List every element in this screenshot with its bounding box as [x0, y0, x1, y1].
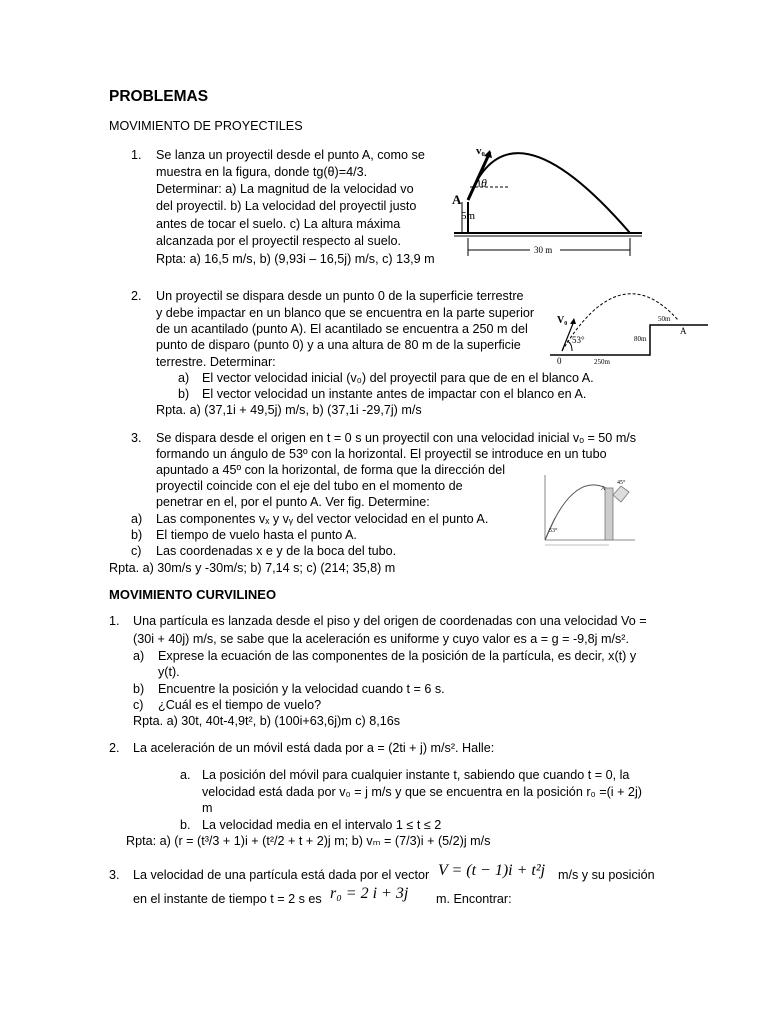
origin-label: 0: [557, 356, 562, 366]
problem-number: 3.: [109, 868, 120, 882]
problem-answer: Rpta. a) (37,1i + 49,5j) m/s, b) (37,1i -29,7j) m/s: [156, 403, 422, 417]
problem-answer: Rpta. a) 30t, 40t-4,9t², b) (100i+63,6j)m c) 8,16s: [133, 714, 401, 728]
problem-text-line: apuntado a 45º con la horizontal, de forma que la dirección del: [156, 463, 506, 477]
problem-answer: Rpta: a) 16,5 m/s, b) (9,93i – 16,5j) m/s, c) 13,9 m: [156, 252, 435, 266]
distance-label: 250m: [594, 358, 610, 366]
v0-label: V₀: [557, 315, 568, 326]
distance-label: 30 m: [534, 245, 553, 255]
problem-number: 2.: [131, 289, 142, 303]
top-label: 50m: [658, 315, 671, 323]
point-a-label: A: [452, 192, 462, 207]
item-label: a): [133, 649, 145, 663]
problem-text-line: La aceleración de un móvil está dada por a = (2ti + j) m/s². Halle:: [133, 741, 495, 755]
problem-text-line: y debe impactar en un blanco que se encuentra en la parte superior: [156, 306, 535, 320]
problem-text-line: m/s y su posición: [558, 868, 655, 882]
item-label: b): [131, 528, 143, 542]
item-label: a): [178, 371, 190, 385]
problem-text-line: Se dispara desde el origen en t = 0 s un proyectil con una velocidad inicial vₒ = 50 m/s: [156, 431, 637, 445]
position-equation: r₀ = 2 i + 3j: [330, 885, 409, 902]
point-a-label: A: [601, 486, 606, 492]
problem-text-line: Un proyectil se dispara desde un punto 0 de la superficie terrestre: [156, 289, 524, 303]
item-text: El vector velocidad un instante antes de impactar con el blanco en A.: [202, 387, 587, 401]
problem-text-line: del proyectil. b) La velocidad del proyectil justo: [156, 199, 417, 213]
problem-answer: Rpta. a) 30m/s y -30m/s; b) 7,14 s; c) (214; 35,8) m: [109, 561, 396, 575]
item-text: La velocidad media en el intervalo 1 ≤ t ≤ 2: [202, 818, 442, 832]
problem-text-line: Una partícula es lanzada desde el piso y del origen de coordenadas con una velocidad Vo =: [133, 614, 647, 628]
item-label: b.: [180, 818, 191, 832]
problem-text-line: muestra en la figura, donde tg(θ)=4/3.: [156, 165, 368, 179]
section-heading-projectiles: MOVIMIENTO DE PROYECTILES: [109, 119, 303, 133]
item-label: b): [178, 387, 190, 401]
height-label: 80m: [634, 335, 647, 343]
height-label: 5m: [461, 210, 476, 222]
angle-label: 53°: [572, 335, 585, 345]
item-text: Las componentes vₓ y vᵧ del vector velocidad en el punto A.: [156, 512, 489, 526]
item-text: Exprese la ecuación de las componentes de la posición de la partícula, es decir, x(t) y: [158, 649, 637, 663]
problem-text-line: m. Encontrar:: [436, 892, 512, 906]
item-label: b): [133, 682, 145, 696]
problem-text-line: de un acantilado (punto A). El acantilado se encuentra a 250 m del: [156, 322, 528, 336]
angle-label: 53°: [549, 528, 558, 534]
problem-text-line: alcanzada por el proyectil respecto al suelo.: [156, 234, 402, 248]
problem-text-line: punto de disparo (punto 0) y a una altura de 80 m de la superficie: [156, 338, 521, 352]
problem-text-line: penetrar en el, por el punto A. Ver fig. Determine:: [156, 495, 430, 509]
theta-label: θ: [481, 176, 487, 190]
problem-text-line: Se lanza un proyectil desde el punto A, como se: [156, 148, 425, 162]
problem-number: 1.: [131, 148, 142, 162]
problem-text-line: en el instante de tiempo t = 2 s es: [133, 892, 322, 906]
problem-number: 1.: [109, 614, 120, 628]
problem-text-line: formando un ángulo de 53º con la horizontal. El proyectil se introduce en un tubo: [156, 447, 607, 461]
item-text: El vector velocidad inicial (v₀) del proyectil para que de en el blanco A.: [202, 371, 594, 385]
angle-label: 45°: [617, 480, 626, 486]
item-text: m: [202, 801, 213, 815]
item-text: Las coordenadas x e y de la boca del tubo.: [156, 544, 397, 558]
problem-text-line: antes de tocar el suelo. c) La altura máxima: [156, 217, 401, 231]
problem-number: 3.: [131, 431, 142, 445]
item-text: Encuentre la posición y la velocidad cuando t = 6 s.: [158, 682, 445, 696]
item-label: a): [131, 512, 143, 526]
item-label: a.: [180, 768, 191, 782]
problem-answer: Rpta: a) (r = (t³/3 + 1)i + (t²/2 + t + 2)j m; b) vₘ = (7/3)i + (5/2)j m/s: [126, 834, 491, 848]
problem-text-line: Determinar: a) La magnitud de la velocidad vo: [156, 182, 414, 196]
item-text: y(t).: [158, 665, 180, 679]
problem-number: 2.: [109, 741, 120, 755]
item-text: La posición del móvil para cualquier instante t, sabiendo que cuando t = 0, la: [202, 768, 630, 782]
velocity-equation: V = (t − 1)i + t²j: [438, 862, 546, 879]
item-label: c): [131, 544, 142, 558]
problem-text-line: terrestre. Determinar:: [156, 355, 276, 369]
projectile-figure-2: [550, 285, 710, 367]
problem-text-line: (30i + 40j) m/s, se sabe que la aceleración es uniforme y cuyo valor es a = g = -9,8j m/s².: [133, 632, 629, 646]
item-label: c): [133, 698, 144, 712]
item-text: El tiempo de vuelo hasta el punto A.: [156, 528, 357, 542]
problem-text-line: proyectil coincide con el eje del tubo en el momento de: [156, 479, 463, 493]
trajectory-curve: [468, 153, 630, 233]
projectile-figure-3: [525, 470, 645, 550]
point-a-label: A: [680, 326, 687, 336]
page-title: PROBLEMAS: [109, 88, 209, 105]
projectile-figure-1: [448, 132, 648, 262]
problem-text-line: La velocidad de una partícula está dada por el vector: [133, 868, 430, 882]
item-text: velocidad está dada por v₀ = j m/s y que se encuentra en la posición r₀ =(i + 2j): [202, 785, 642, 799]
section-heading-curvilinear: MOVIMIENTO CURVILINEO: [109, 587, 277, 602]
v0-label: v₀: [476, 145, 485, 157]
item-text: ¿Cuál es el tiempo de vuelo?: [158, 698, 322, 712]
